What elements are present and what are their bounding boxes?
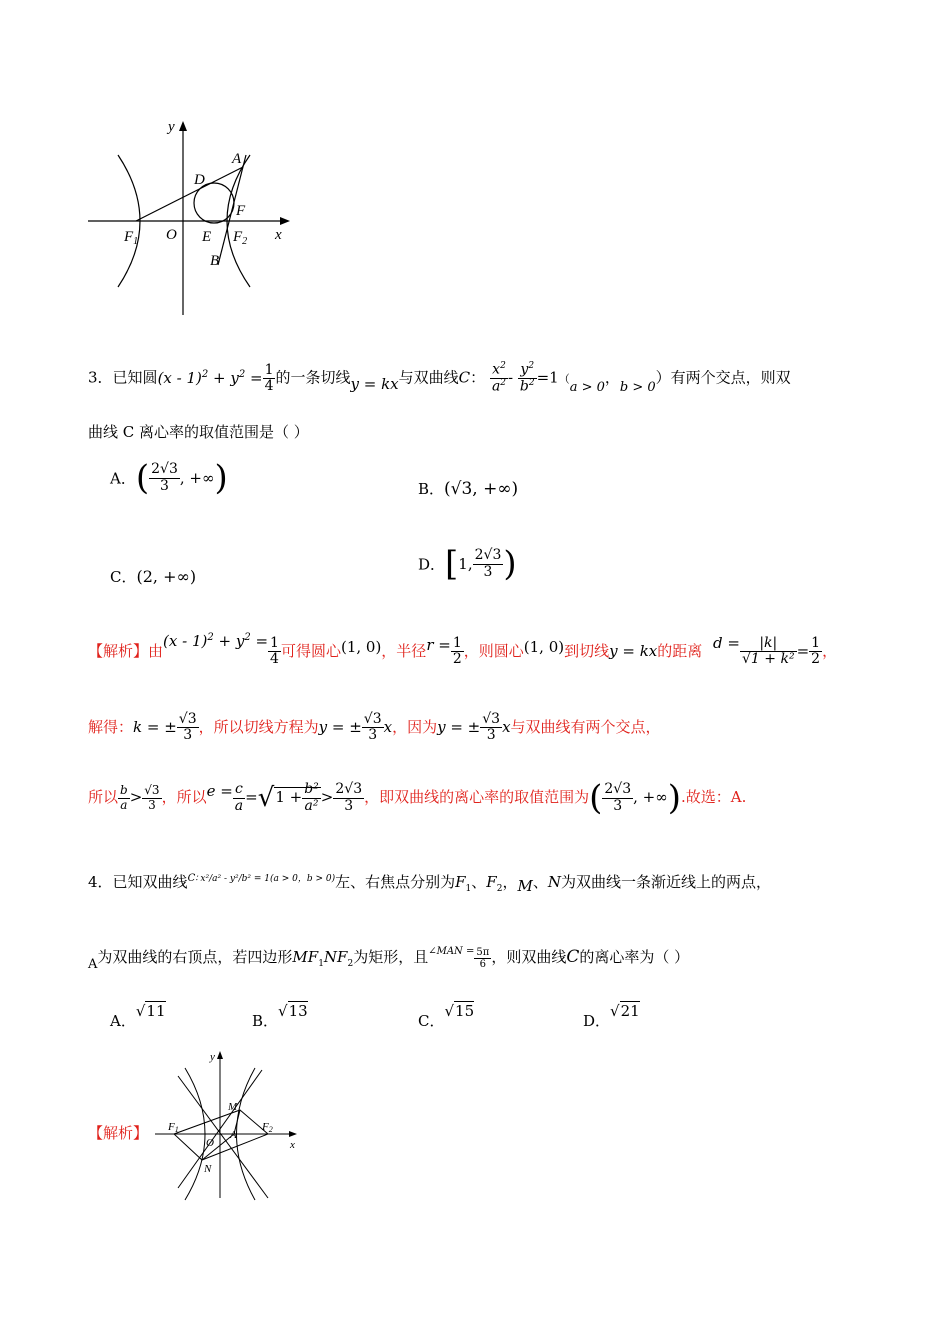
label-F2: F2 (262, 1121, 273, 1134)
solution-3-line-3: 所以 $\frac{b}{a}$ > $\frac{√3}{3}$ ，所以e = $\frac{c}{a}$ =√1 + $\frac{\text{b²}}{\text{a²}}$ > $\frac{2√3}{3}$ ，即双曲线的离心率的取值范围为( $\frac{2√3}{3}$ , +∞).故选：A. (88, 778, 747, 818)
label-y: y (210, 1051, 215, 1063)
q3-circle-equation: $(x - 1)^2 + y^2$ = (157, 368, 263, 387)
y-axis-arrow (179, 121, 187, 131)
q4-option-d[interactable]: D．√21 (583, 1002, 640, 1030)
label-O: O (206, 1137, 214, 1149)
q3-option-b[interactable]: B．(√3, +∞) (418, 479, 519, 499)
hyperbola-figure-1 (80, 115, 310, 325)
label-A: A (232, 151, 242, 167)
x-axis-arrow (289, 1131, 297, 1137)
q4-number: 4． (88, 873, 113, 891)
q4-option-c[interactable]: C．√15 (418, 1002, 475, 1030)
q4-option-a[interactable]: A．√11 (110, 1002, 166, 1030)
q3-hyperbola-x-term: $\frac{x^2}{a^2}$ (491, 361, 507, 395)
label-F: F (236, 203, 246, 219)
question-3-line-2: 曲线 C 离心率的取值范围是（ ） (88, 423, 309, 441)
label-B: B (210, 253, 220, 269)
label-F2: $F_2$ (233, 229, 248, 247)
label-y: y (168, 119, 175, 135)
x-axis-arrow (280, 217, 290, 225)
q3-number: 3． (88, 368, 113, 387)
solution-3-line-2: 解得：k = ± $\frac{√3}{3}$ ，所以切线方程为y = ± $\frac{√3}{3}$ x，因为y = ± $\frac{√3}{3}$ x与双曲线有两个交点， (88, 711, 661, 744)
label-E: E (202, 229, 212, 245)
label-F1: $F_1$ (124, 229, 139, 247)
label-F1: F1 (168, 1121, 179, 1134)
q3-option-d[interactable]: D．[1, $\frac{2√3}{3}$ ) (418, 544, 517, 584)
label-A: A (230, 1129, 237, 1141)
label-O: O (166, 227, 177, 243)
asymptote-1 (178, 1076, 268, 1198)
label-N: N (204, 1163, 212, 1175)
solution-tag: 【解析】 (88, 641, 149, 660)
label-x: x (290, 1139, 295, 1151)
question-4-line-2: A为双曲线的右顶点，若四边形$MF_1NF_2$为矩形，且$^{\angle MAN =}$ $\frac{5\pi}{6}$ ，则双曲线C的离心率为（ ） (88, 946, 690, 972)
solution-4-tag: 【解析】 (88, 1124, 149, 1142)
label-M: M (228, 1101, 238, 1113)
q3-hyperbola-y-term: $\frac{y^2}{b^2}$ (519, 361, 535, 395)
label-D: D (194, 172, 205, 188)
y-axis-arrow (217, 1051, 223, 1059)
q3-option-a[interactable]: A．( $\frac{2√3}{3}$ , +∞) (110, 458, 228, 498)
q3-option-c[interactable]: C．(2, +∞) (110, 567, 197, 586)
hyperbola-figure-2 (150, 1048, 310, 1203)
question-3-line-1: 3．已知圆$(x - 1)^2 + y^2$ = $\frac{1}{4}$ 的一条切线y = kx与双曲线C： $\frac{x^2}{a^2}$ - $\frac{y^2}{b^2}$ =1（a > 0，b > 0）有两个交点，则双 (88, 361, 791, 395)
q4-option-b[interactable]: B．√13 (252, 1002, 308, 1030)
q3-line-eq: y = kx (350, 374, 399, 393)
label-x: x (275, 227, 282, 243)
question-4-line-1: 4．已知双曲线$^{C∶ x^2/a^2 - y^2/b^2 = 1(a > 0,b > 0)}$左、右焦点分别为$F_1$、$F_2$，M、N为双曲线一条渐近线上的两点， (88, 873, 771, 895)
solution-3-line-1: 【解析】由$(x - 1)^2 + y^2$ = $\frac{1}{4}$ 可得圆心(1, 0)，半径r = $\frac{1}{2}$ ，则圆心(1, 0)到切线y = kx的距离 d = $\frac{|k|}{\text{√1 + k²}}$ = $\frac{1}{2}$ ， (88, 631, 838, 668)
